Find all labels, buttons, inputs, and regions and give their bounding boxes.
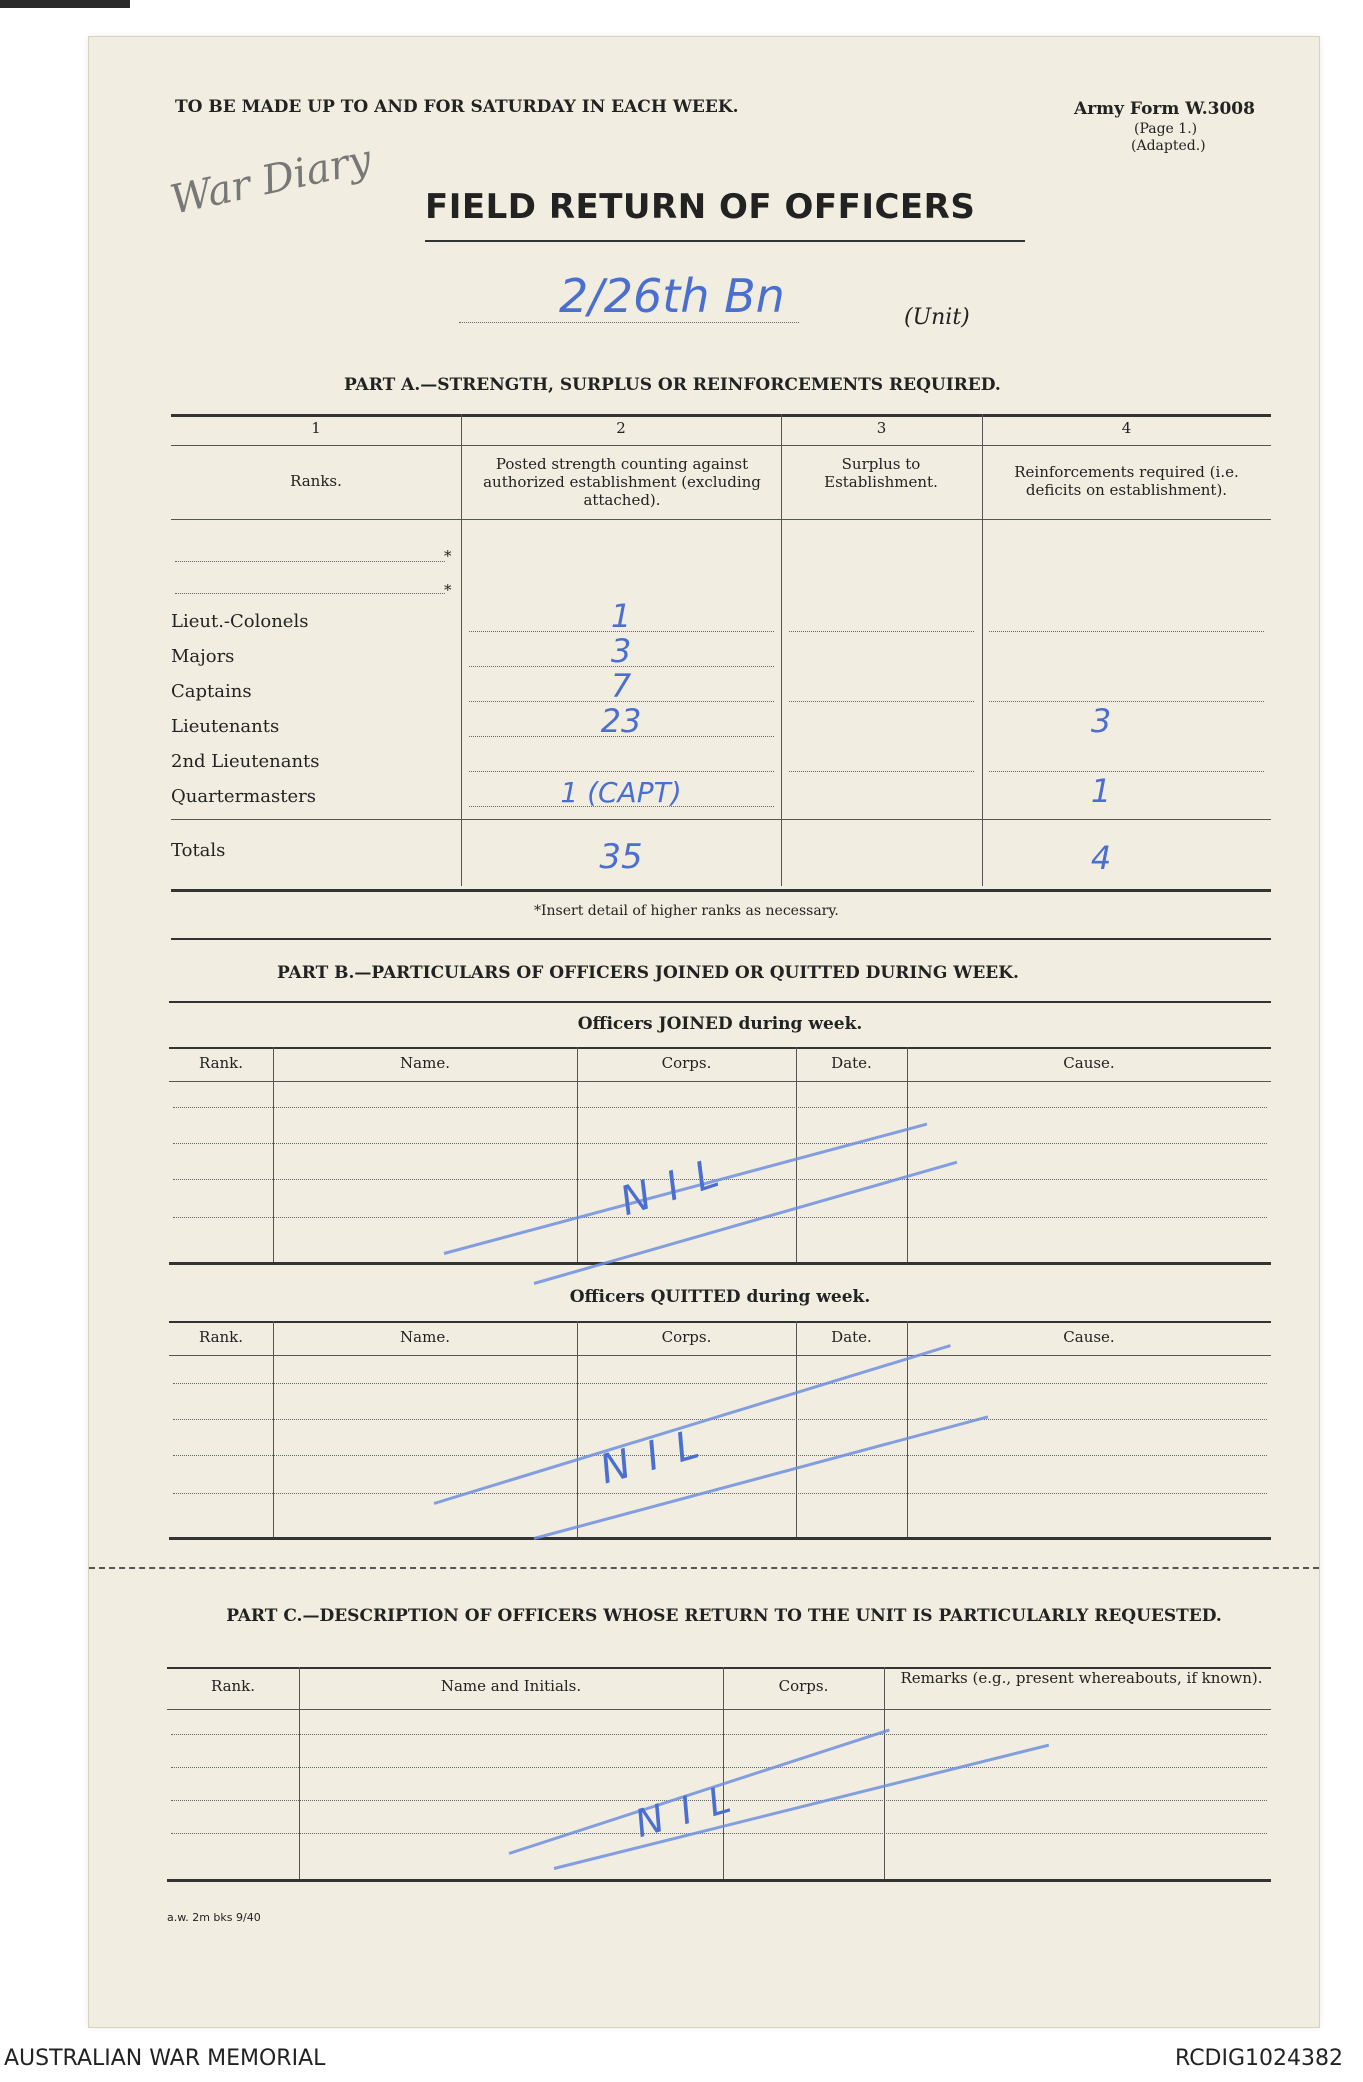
surplus-row-line xyxy=(789,701,974,702)
quitted-row-line xyxy=(173,1493,1267,1494)
part-a-bottom-rule xyxy=(171,889,1271,892)
part-c-col-line xyxy=(884,1667,885,1879)
joined-row-line xyxy=(173,1143,1267,1144)
joined-col-line xyxy=(796,1047,797,1262)
quitted-col-date: Date. xyxy=(831,1328,872,1346)
surplus-row-line xyxy=(789,771,974,772)
surplus-row-line xyxy=(789,631,974,632)
rank-label: Quartermasters xyxy=(171,786,316,807)
posted-row-line xyxy=(469,701,774,702)
blank-rank-line xyxy=(175,561,445,562)
part-c-strike-line xyxy=(554,1744,1050,1870)
quitted-header-rule xyxy=(169,1355,1271,1356)
part-c-heading: PART C.—DESCRIPTION OF OFFICERS WHOSE RETURN TO THE UNIT IS PARTICULARLY REQUESTED. xyxy=(226,1606,1222,1626)
posted-row-line xyxy=(469,806,774,807)
unit-label: (Unit) xyxy=(904,305,970,330)
col-ranks-header: Ranks. xyxy=(290,472,342,490)
part-c-row-line xyxy=(171,1734,1267,1735)
joined-title: Officers JOINED during week. xyxy=(577,1014,863,1034)
posted-value: 7 xyxy=(610,667,632,705)
joined-col-corps: Corps. xyxy=(661,1054,712,1072)
top-edge-bar xyxy=(0,0,130,8)
quitted-row-line xyxy=(173,1383,1267,1384)
quitted-row-line xyxy=(173,1455,1267,1456)
part-a-heading: PART A.—STRENGTH, SURPLUS OR REINFORCEMENTS REQUIRED. xyxy=(344,375,1001,395)
col-1-number: 1 xyxy=(311,419,321,437)
joined-table-bottom xyxy=(169,1262,1271,1265)
posted-value: 1 xyxy=(610,597,632,635)
reinf-value: 1 xyxy=(1090,772,1112,810)
part-c-col-rank: Rank. xyxy=(210,1677,256,1695)
rank-label: Lieut.-Colonels xyxy=(171,611,309,632)
document-page xyxy=(88,36,1320,2028)
table-row xyxy=(171,772,1271,810)
posted-row-line xyxy=(469,666,774,667)
quitted-col-line xyxy=(796,1321,797,1537)
blank-rank-line xyxy=(175,593,445,594)
quitted-strike-line xyxy=(534,1415,989,1540)
part-c-table-bottom xyxy=(167,1879,1271,1882)
joined-col-name: Name. xyxy=(400,1054,450,1072)
rank-label: Lieutenants xyxy=(171,716,280,737)
part-c-col-line xyxy=(723,1667,724,1879)
archive-id: RCDIG1024382 xyxy=(1175,2046,1344,2071)
instruction-text: TO BE MADE UP TO AND FOR SATURDAY IN EACH WEEK. xyxy=(175,97,739,117)
joined-col-line xyxy=(273,1047,274,1262)
joined-row-line xyxy=(173,1217,1267,1218)
joined-col-rank: Rank. xyxy=(198,1054,244,1072)
joined-row-line xyxy=(173,1107,1267,1108)
quitted-col-cause: Cause. xyxy=(1063,1328,1115,1346)
table-row xyxy=(171,632,1271,670)
joined-col-line xyxy=(907,1047,908,1262)
reinf-row-line xyxy=(989,701,1264,702)
star-marker: * xyxy=(444,547,452,565)
print-code: a.w. 2m bks 9/40 xyxy=(167,1911,261,1924)
col-surplus-header: Surplus to Establishment. xyxy=(824,455,938,491)
unit-value: 2/26th Bn xyxy=(559,269,785,323)
posted-value: 3 xyxy=(610,632,632,670)
quitted-col-line xyxy=(273,1321,274,1537)
quitted-row-line xyxy=(173,1419,1267,1420)
quitted-col-corps: Corps. xyxy=(661,1328,712,1346)
part-c-col-name: Name and Initials. xyxy=(440,1677,582,1695)
col-4-number: 4 xyxy=(1121,419,1132,437)
quitted-table-bottom xyxy=(169,1537,1271,1540)
quitted-col-rank: Rank. xyxy=(198,1328,244,1346)
part-a-number-rule xyxy=(171,445,1271,446)
quitted-nil-mark: NIL xyxy=(594,1416,722,1494)
tear-line xyxy=(89,1567,1319,1569)
posted-row-line xyxy=(469,771,774,772)
posted-value: 1 (CAPT) xyxy=(560,776,682,809)
part-a-top-rule xyxy=(171,414,1271,417)
reinf-value: 3 xyxy=(1090,702,1112,740)
reinf-row-line xyxy=(989,771,1264,772)
col-3-number: 3 xyxy=(876,419,887,437)
form-number: Army Form W.3008 xyxy=(1074,99,1255,119)
quitted-table-top xyxy=(169,1321,1271,1323)
title-underline xyxy=(425,240,1025,242)
rank-label: 2nd Lieutenants xyxy=(171,751,320,772)
joined-col-cause: Cause. xyxy=(1063,1054,1115,1072)
part-c-row-line xyxy=(171,1767,1267,1768)
reinf-row-line xyxy=(989,631,1264,632)
totals-rule xyxy=(171,819,1271,820)
part-c-col-line xyxy=(299,1667,300,1879)
part-b-top-rule xyxy=(169,1001,1271,1003)
posted-row-line xyxy=(469,631,774,632)
quitted-col-name: Name. xyxy=(400,1328,450,1346)
totals-label: Totals xyxy=(171,840,226,861)
star-marker: * xyxy=(444,581,452,599)
table-row xyxy=(171,597,1271,635)
part-c-col-corps: Corps. xyxy=(778,1677,829,1695)
col-posted-header: Posted strength counting against authorized establishment (excluding attached). xyxy=(483,455,761,509)
rank-label: Majors xyxy=(171,646,235,667)
table-row xyxy=(171,702,1271,740)
posted-row-line xyxy=(469,736,774,737)
totals-posted: 35 xyxy=(599,837,643,877)
rank-label: Captains xyxy=(171,681,252,702)
quitted-col-line xyxy=(577,1321,578,1537)
form-adapted: (Adapted.) xyxy=(1131,138,1206,154)
form-page: (Page 1.) xyxy=(1134,121,1198,137)
col-2-number: 2 xyxy=(616,419,626,437)
part-a-end-rule xyxy=(171,938,1271,940)
totals-reinf: 4 xyxy=(1090,839,1112,877)
joined-nil-mark: NIL xyxy=(614,1144,742,1226)
joined-col-line xyxy=(577,1047,578,1262)
table-row xyxy=(171,737,1271,772)
joined-header-rule xyxy=(169,1081,1271,1082)
table-row xyxy=(171,667,1271,705)
posted-value: 23 xyxy=(600,702,642,740)
footnote: *Insert detail of higher ranks as necessary. xyxy=(534,903,839,919)
page-title: FIELD RETURN OF OFFICERS xyxy=(425,187,976,227)
part-c-header-rule xyxy=(167,1709,1271,1710)
col-reinf-header: Reinforcements required (i.e. deficits on establishment). xyxy=(1014,463,1239,499)
part-c-nil-mark: NIL xyxy=(630,1772,753,1846)
joined-table-top xyxy=(169,1047,1271,1049)
quitted-col-line xyxy=(907,1321,908,1537)
part-c-row-line xyxy=(171,1833,1267,1834)
signature-war-diary: War Diary xyxy=(166,136,376,224)
part-b-heading: PART B.—PARTICULARS OF OFFICERS JOINED OR QUITTED DURING WEEK. xyxy=(277,963,1019,983)
part-c-col-remarks: Remarks (e.g., present whereabouts, if known). xyxy=(900,1669,1263,1687)
part-a-header-rule xyxy=(171,519,1271,520)
quitted-title: Officers QUITTED during week. xyxy=(569,1287,871,1307)
archive-credit: AUSTRALIAN WAR MEMORIAL xyxy=(4,2046,326,2071)
joined-col-date: Date. xyxy=(831,1054,872,1072)
